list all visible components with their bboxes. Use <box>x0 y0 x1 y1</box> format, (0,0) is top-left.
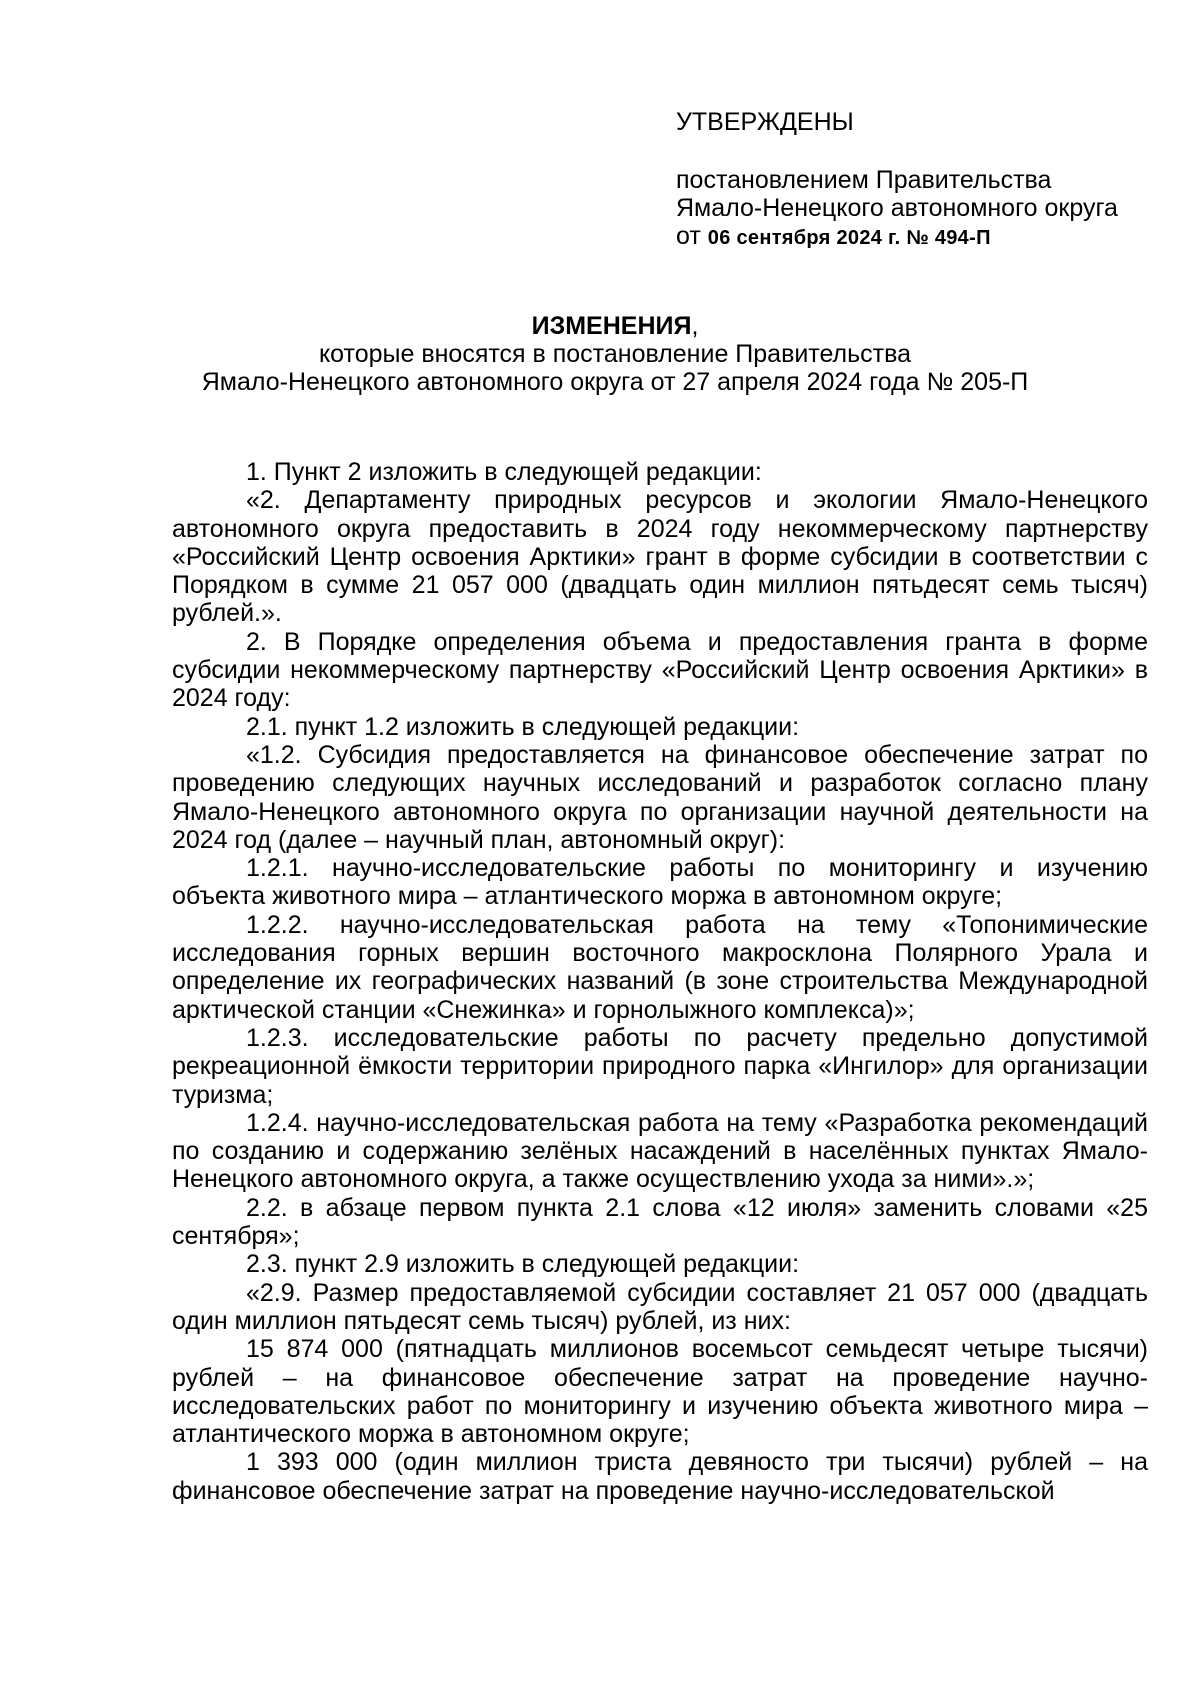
approval-block <box>676 108 1156 252</box>
paragraph: 1.2.3. исследовательские работы по расчету предельно допустимой рекреационной ёмкости территории природного парка «Ингилор» для организации туризма; <box>172 1023 1148 1109</box>
paragraph: «2. Департаменту природных ресурсов и экологии Ямало-Ненецкого автономного округа предоставить в 2024 году некоммерческому партнерству «Российский Центр освоения Арктики» грант в форме субсидии в соответствии с Порядком в сумме 21 057 000 (двадцать один миллион пятьдесят семь тысяч) рублей.». <box>172 486 1148 628</box>
approval-stamp: УТВЕРЖДЕНЫ <box>676 108 854 136</box>
heading-line-2: Ямало-Ненецкого автономного округа от 27 апреля 2024 года № 205-П <box>201 368 1029 396</box>
approval-date-prefix: от <box>676 222 708 250</box>
paragraph: 1. Пункт 2 изложить в следующей редакции: <box>246 458 762 486</box>
heading-title-line <box>170 312 1060 340</box>
heading-title: ИЗМЕНЕНИЯ <box>531 312 692 340</box>
paragraph: «1.2. Субсидия предоставляется на финансовое обеспечение затрат по проведению следующих научных исследований и разработок согласно плану Ямало-Ненецкого автономного округа по организации научной деятельности на 2024 год (далее – научный план, автономный округ): <box>172 740 1148 854</box>
heading-line-1: которые вносятся в постановление Правительства <box>318 340 912 368</box>
paragraph: 2.3. пункт 2.9 изложить в следующей редакции: <box>246 1250 800 1279</box>
approval-line-2: Ямало-Ненецкого автономного округа <box>676 194 1118 222</box>
paragraph: 2. В Порядке определения объема и предоставления гранта в форме субсидии некоммерческому партнерству «Российский Центр освоения Арктики» в 2024 году: <box>172 627 1148 713</box>
paragraph: 2.2. в абзаце первом пункта 2.1 слова «12 июля» заменить словами «25 сентября»; <box>172 1193 1148 1251</box>
approval-date-line <box>676 222 1156 252</box>
paragraph: «2.9. Размер предоставляемой субсидии составляет 21 057 000 (двадцать один миллион пятьдесят семь тысяч) рублей, из них: <box>172 1278 1148 1335</box>
approval-date: 06 сентября 2024 г. № 494-П <box>707 227 991 249</box>
paragraph: 1 393 000 (один миллион триста девяносто три тысячи) рублей – на финансовое обеспечение затрат на проведение научно-исследовательской <box>172 1448 1148 1505</box>
paragraph: 1.2.4. научно-исследовательская работа на тему «Разработка рекомендаций по созданию и содержанию зелёных насаждений в населённых пунктах Ямало-Ненецкого автономного округа, а также осуществлению ухода за ними».»; <box>172 1108 1148 1194</box>
paragraph: 1.2.2. научно-исследовательская работа на тему «Топонимические исследования горных вершин восточного макросклона Полярного Урала и определение их географических названий (в зоне строительства Международной арктической станции «Снежинка» и горнолыжного комплекса)»; <box>172 910 1148 1024</box>
approval-line-1: постановлением Правительства <box>676 166 1052 194</box>
document-heading <box>170 312 1060 396</box>
heading-title-suffix: , <box>691 312 699 340</box>
paragraph: 2.1. пункт 1.2 изложить в следующей редакции: <box>246 712 800 741</box>
document-body <box>172 458 1148 1505</box>
paragraph: 1.2.1. научно-исследовательские работы по мониторингу и изучению объекта животного мира – атлантического моржа в автономном округе; <box>172 854 1148 911</box>
paragraph: 15 874 000 (пятнадцать миллионов восемьсот семьдесят четыре тысячи) рублей – на финансовое обеспечение затрат на проведение научно-исследовательских работ по мониторингу и изучению объекта животного мира – атлантического моржа в автономном округе; <box>172 1335 1148 1449</box>
